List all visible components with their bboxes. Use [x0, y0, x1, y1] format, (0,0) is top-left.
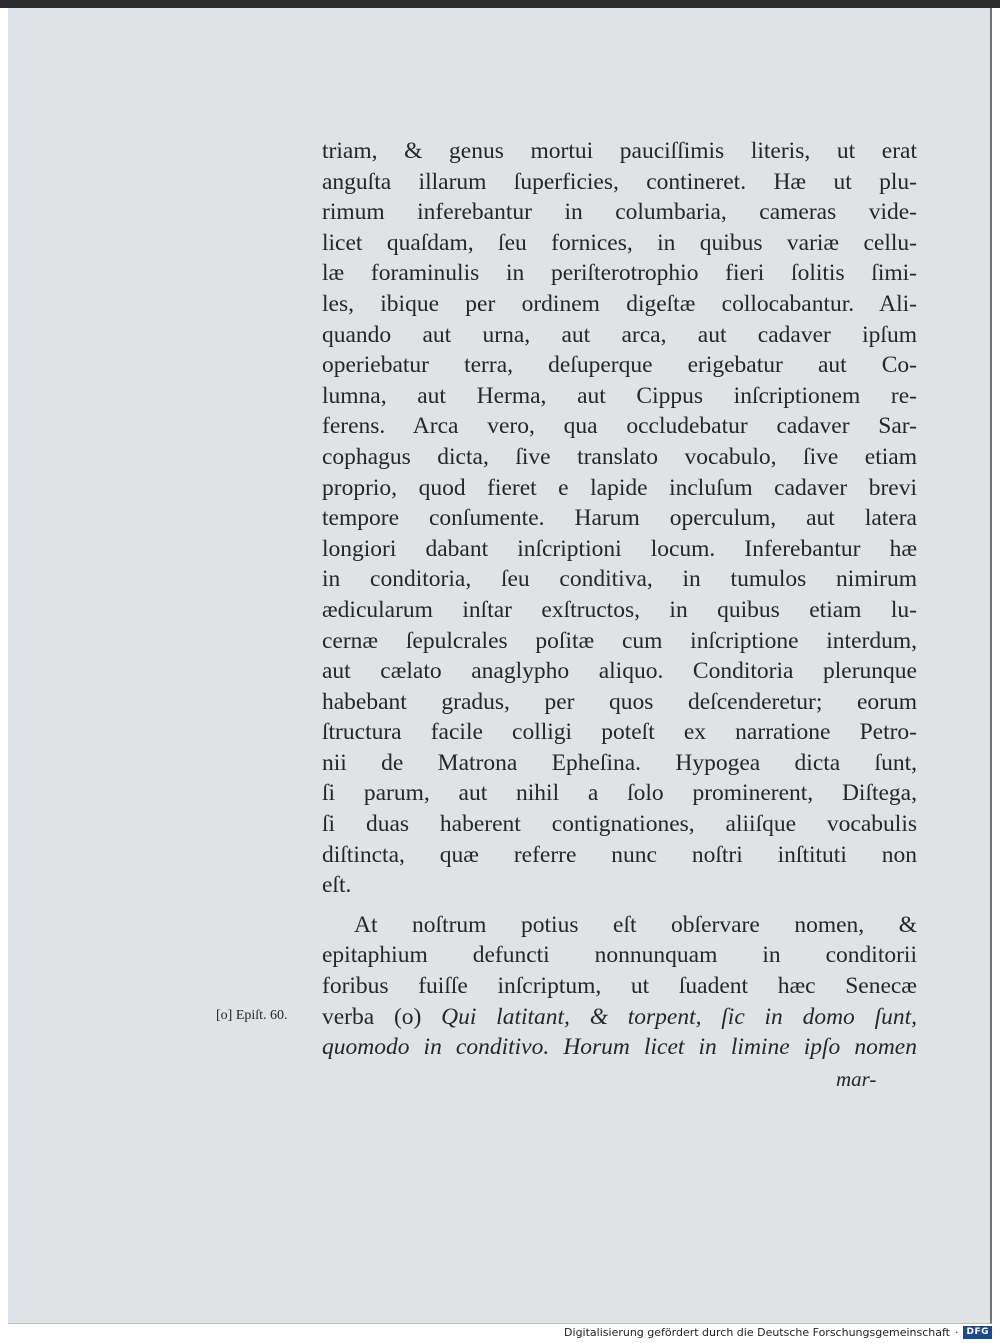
text-line: proprio, quod fieret e lapide incluſum cadaver brevi: [322, 474, 917, 501]
catchword: mar-: [836, 1067, 877, 1091]
text-line: diſtincta, quæ referre nunc noſtri inſtituti non: [322, 841, 917, 868]
text-line: licet quaſdam, ſeu fornices, in quibus variæ cellu-: [322, 229, 917, 256]
text-line: At noſtrum potius eſt obſervare nomen, &: [354, 911, 917, 938]
quote-line: [322, 1002, 917, 1033]
quote-line-continued: quomodo in conditivo. Horum licet in limine ipſo nomen: [322, 1034, 917, 1061]
text-line: epitaphium defuncti nonnunquam in conditorii: [322, 942, 917, 969]
text-line: aut cælato anaglypho aliquo. Conditoria plerunque: [322, 658, 917, 685]
text-line: ſi parum, aut nihil a ſolo prominerent, Diſtega,: [322, 780, 917, 807]
text-line: lumna, aut Herma, aut Cippus inſcriptionem re-: [322, 382, 917, 409]
text-line: læ foraminulis in periſterotrophio fieri ſolitis ſimi-: [322, 260, 917, 287]
text-line: anguſta illarum ſuperficies, contineret. Hæ ut plu-: [322, 168, 917, 195]
quote-intro: verba (o): [322, 1003, 442, 1030]
text-line: rimum inferebantur in columbaria, cameras vide-: [322, 199, 917, 226]
main-text-block: [322, 136, 917, 1063]
dfg-logo-icon: DFG: [963, 1326, 992, 1339]
paragraph-gap: [322, 901, 917, 910]
text-line: ſtructura facile colligi poteſt ex narratione Petro-: [322, 719, 917, 746]
text-line: ædicularum inſtar exſtructos, in quibus etiam lu-: [322, 596, 917, 623]
text-line: cernæ ſepulcrales poſitæ cum inſcriptione interdum,: [322, 627, 917, 654]
text-line: les, ibique per ordinem digeſtæ collocabantur. Ali-: [322, 290, 917, 317]
scan-top-edge: [0, 0, 1000, 8]
text-line: cophagus dicta, ſive translato vocabulo, ſive etiam: [322, 443, 917, 470]
footer-separator: ·: [954, 1325, 959, 1339]
digitization-footer: [564, 1323, 992, 1341]
text-line: longiori dabant inſcriptioni locum. Inferebantur hæ: [322, 535, 917, 562]
text-line: in conditoria, ſeu conditiva, in tumulos nimirum: [322, 566, 917, 593]
text-line: nii de Matrona Epheſina. Hypogea dicta ſunt,: [322, 749, 917, 776]
text-line: triam, & genus mortui pauciſſimis literis, ut erat: [322, 138, 917, 164]
text-line: eſt.: [322, 872, 352, 899]
text-line: tempore conſumente. Harum operculum, aut latera: [322, 505, 917, 532]
footer-credit: Digitalisierung gefördert durch die Deutsche Forschungsgemeinschaft: [564, 1325, 950, 1339]
text-line: habebant gradus, per quos deſcenderetur; eorum: [322, 688, 917, 715]
text-line: ferens. Arca vero, qua occludebatur cadaver Sar-: [322, 413, 917, 440]
text-line: ſi duas haberent contignationes, aliiſque vocabulis: [322, 811, 917, 838]
text-line: quando aut urna, aut arca, aut cadaver ipſum: [322, 321, 917, 348]
text-line: foribus fuiſſe inſcriptum, ut ſuadent hæc Senecæ: [322, 973, 917, 1000]
marginal-note: [o] Epiſt. 60.: [216, 1008, 288, 1023]
quote-text: Qui latitant, & torpent, ſic in domo ſunt,: [441, 1003, 917, 1030]
text-line: operiebatur terra, deſuperque erigebatur aut Co-: [322, 352, 917, 379]
